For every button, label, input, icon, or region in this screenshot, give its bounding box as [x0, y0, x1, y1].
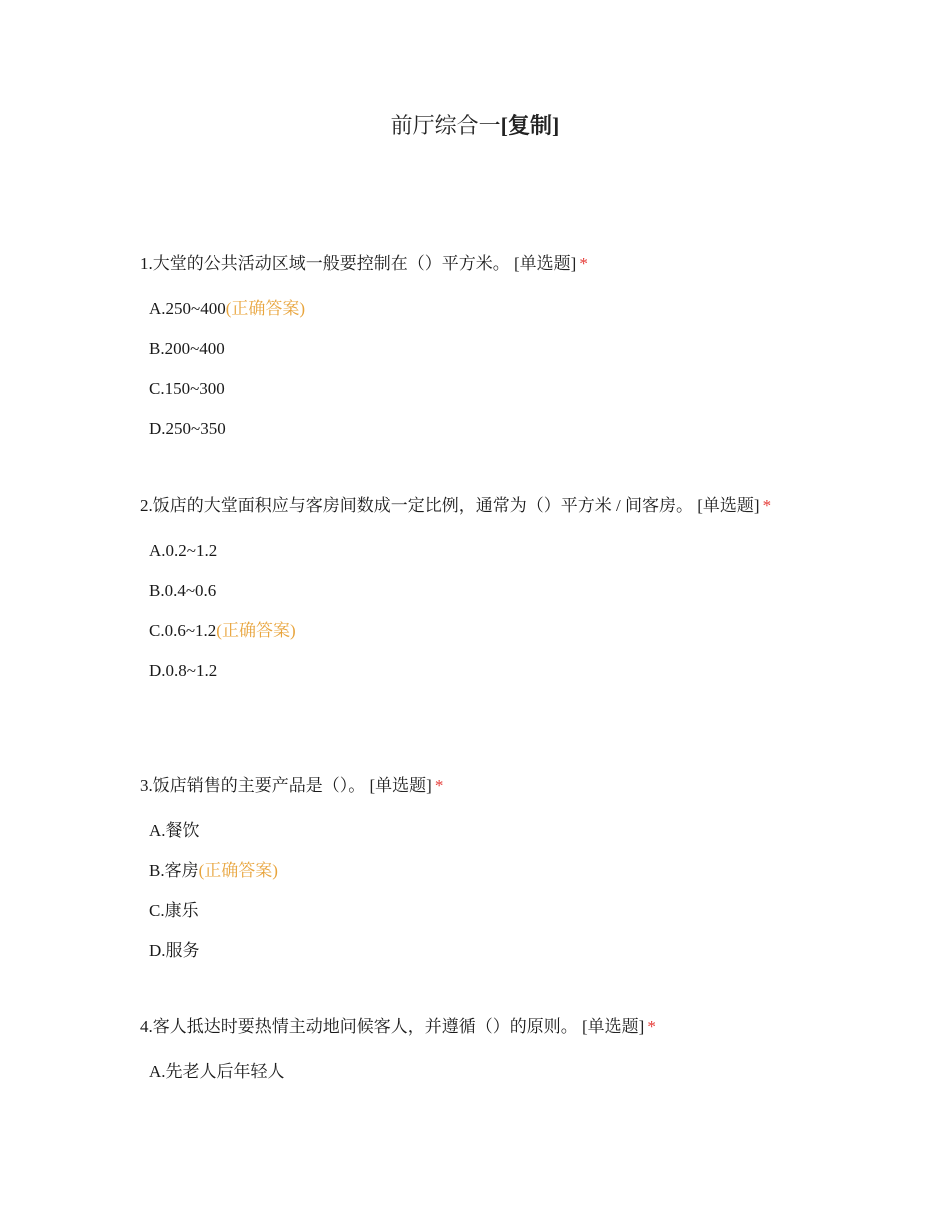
- required-mark: *: [434, 776, 444, 795]
- option-label: A.0.2~1.2: [149, 541, 218, 560]
- option-b: [149, 571, 810, 611]
- question-type: [单选题]: [697, 496, 760, 515]
- option-label: A.先老人后年轻人: [149, 1062, 285, 1081]
- question-stem: [140, 245, 810, 283]
- option-d: [149, 651, 810, 691]
- question-1: [140, 245, 810, 449]
- question-text: 大堂的公共活动区域一般要控制在（）平方米。: [152, 254, 510, 273]
- question-stem: [140, 767, 810, 805]
- option-label: C.150~300: [149, 379, 225, 398]
- question-number: 1.: [140, 254, 153, 273]
- option-label: D.250~350: [149, 419, 226, 438]
- option-d: [149, 409, 810, 449]
- option-label: D.0.8~1.2: [149, 661, 218, 680]
- page-title-suffix: [复制]: [500, 113, 560, 138]
- question-stem: [140, 1008, 810, 1046]
- option-label: C.康乐: [149, 901, 199, 920]
- page-title-main: 前厅综合一: [390, 113, 501, 138]
- required-mark: *: [579, 254, 588, 273]
- question-stem: [140, 487, 810, 525]
- option-d: [149, 931, 810, 971]
- question-text: 饭店的大堂面积应与客房间数成一定比例，通常为（）平方米 / 间客房。: [152, 496, 693, 515]
- question-number: 4.: [140, 1017, 153, 1036]
- option-label: D.服务: [149, 941, 200, 960]
- option-a: [149, 289, 810, 329]
- correct-answer-label: (正确答案): [198, 861, 278, 880]
- page-title: [0, 110, 950, 142]
- question-text: 饭店销售的主要产品是（）。: [152, 776, 366, 795]
- option-c: [149, 369, 810, 409]
- question-2: [140, 487, 810, 691]
- correct-answer-label: (正确答案): [216, 621, 296, 640]
- question-type: [单选题]: [369, 776, 432, 795]
- option-a: [149, 1052, 810, 1092]
- option-label: C.0.6~1.2: [149, 621, 217, 640]
- correct-answer-label: (正确答案): [225, 299, 306, 318]
- question-4: [140, 1008, 810, 1092]
- question-type: [单选题]: [514, 254, 577, 273]
- required-mark: *: [762, 496, 772, 515]
- option-c: [149, 891, 810, 931]
- option-label: B.0.4~0.6: [149, 581, 217, 600]
- option-c: [149, 611, 810, 651]
- question-text: 客人抵达时要热情主动地问候客人，并遵循（）的原则。: [152, 1017, 578, 1036]
- question-number: 2.: [140, 496, 153, 515]
- question-number: 3.: [140, 776, 153, 795]
- option-b: [149, 329, 810, 369]
- option-label: B.客房: [149, 861, 199, 880]
- option-a: [149, 811, 810, 851]
- question-type: [单选题]: [582, 1017, 645, 1036]
- required-mark: *: [647, 1017, 656, 1036]
- option-a: [149, 531, 810, 571]
- option-label: A.250~400: [149, 299, 226, 318]
- question-3: [140, 767, 810, 971]
- option-label: B.200~400: [149, 339, 225, 358]
- option-label: A.餐饮: [149, 821, 200, 840]
- option-b: [149, 851, 810, 891]
